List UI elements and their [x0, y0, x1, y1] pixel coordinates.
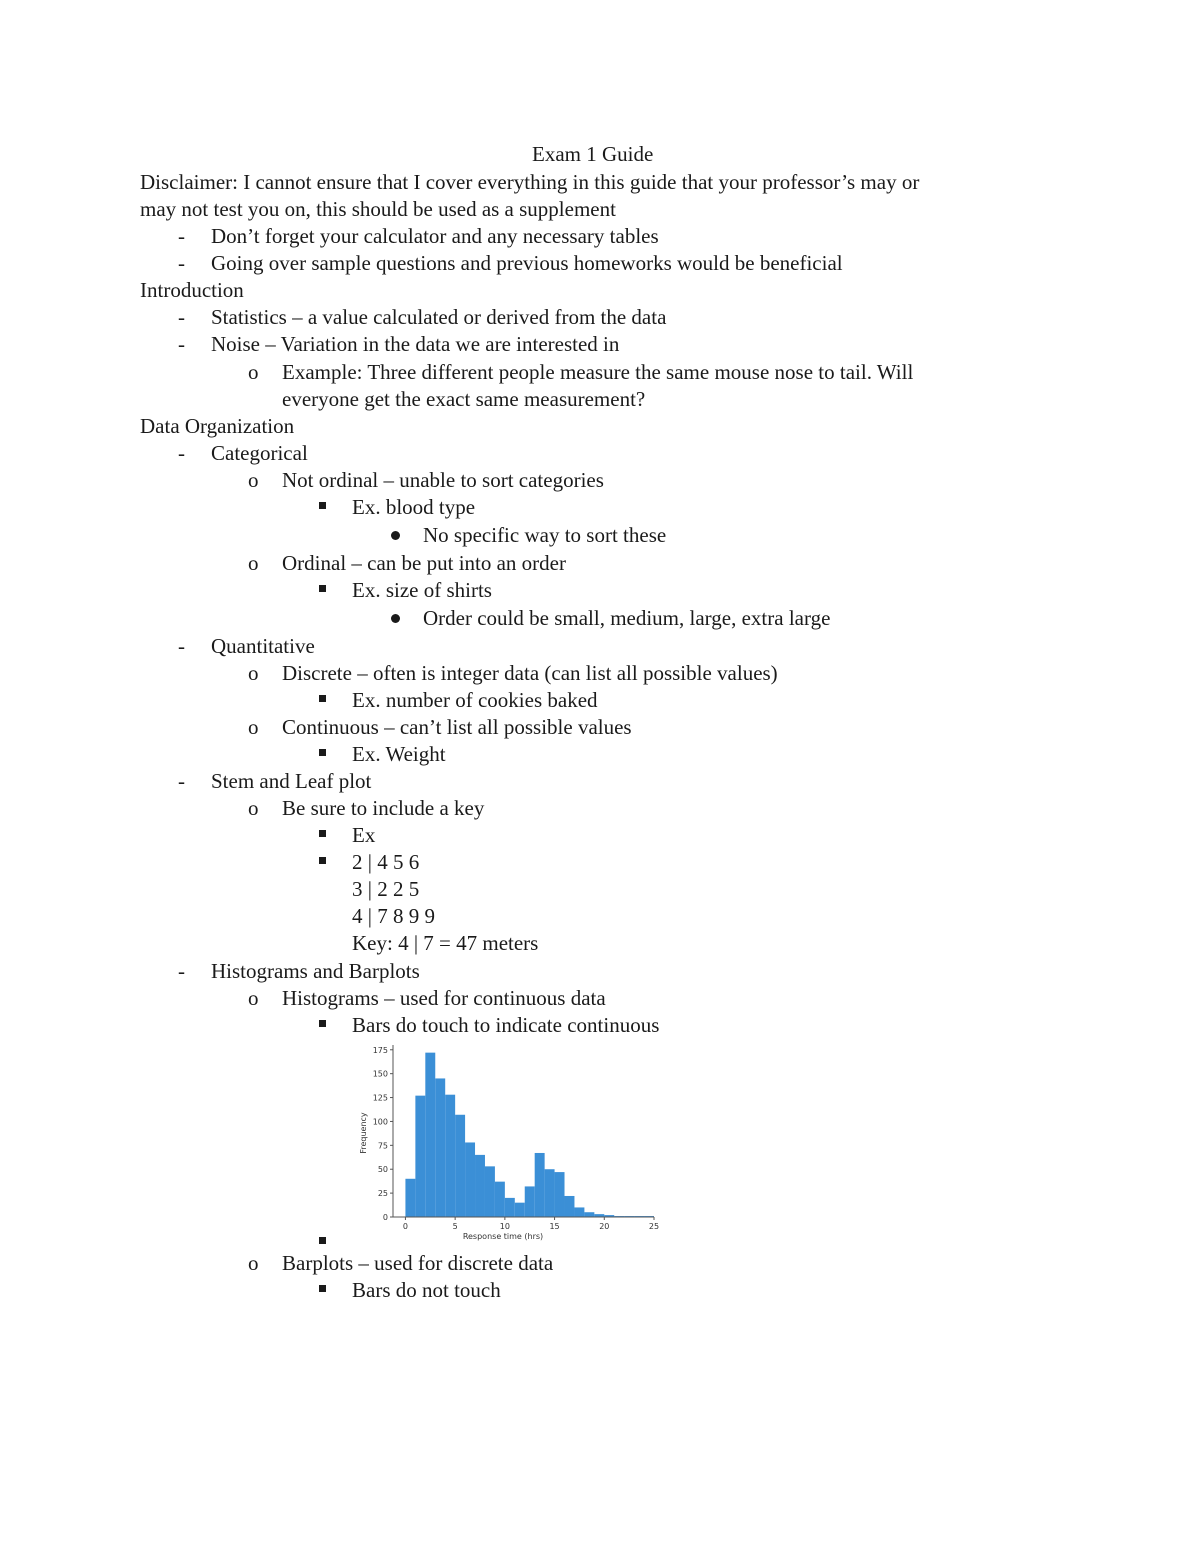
square-bullet	[319, 1237, 326, 1244]
page-title: Exam 1 Guide	[532, 142, 654, 166]
item-blood-type: Ex. blood type	[352, 495, 476, 519]
item-no-specific-sort: No specific way to sort these	[423, 523, 667, 547]
round-bullet	[391, 614, 400, 623]
histogram-bar	[475, 1155, 485, 1217]
y-tick-label: 0	[382, 1213, 388, 1222]
x-tick-label: 5	[452, 1222, 458, 1231]
item-stem-and-leaf: Stem and Leaf plot	[211, 769, 372, 793]
item-ex: Ex	[352, 823, 376, 847]
dash-bullet: -	[178, 305, 185, 329]
x-tick-label: 15	[549, 1222, 560, 1231]
circle-bullet: o	[248, 360, 259, 384]
item-ordinal: Ordinal – can be put into an order	[282, 551, 566, 575]
histogram-bar	[565, 1196, 575, 1217]
y-tick-label: 175	[372, 1045, 388, 1055]
histogram-bar	[455, 1115, 465, 1217]
square-bullet	[319, 695, 326, 702]
histogram-bar	[495, 1182, 505, 1217]
item-statistics: Statistics – a value calculated or derived from the data	[211, 305, 667, 329]
disclaimer-line-1: Disclaimer: I cannot ensure that I cover everything in this guide that your professor’s may or	[140, 170, 920, 194]
circle-bullet: o	[248, 986, 259, 1010]
circle-bullet: o	[248, 715, 259, 739]
histogram-bar	[435, 1078, 445, 1217]
stem-row: 3 | 2 2 5	[352, 877, 420, 901]
disclaimer-line-2: may not test you on, this should be used as a supplement	[140, 197, 616, 221]
circle-bullet: o	[248, 1251, 259, 1275]
item-categorical: Categorical	[211, 441, 308, 465]
y-tick-label: 75	[377, 1141, 388, 1151]
histogram-bar	[465, 1142, 475, 1217]
item-histograms: Histograms – used for continuous data	[282, 986, 606, 1010]
histogram-bar	[555, 1172, 565, 1217]
dash-bullet: -	[178, 332, 185, 356]
item-histograms-barplots: Histograms and Barplots	[211, 959, 420, 983]
histogram-bar	[415, 1096, 425, 1217]
dash-bullet: -	[178, 224, 185, 248]
y-ticks	[373, 1046, 393, 1222]
dash-bullet: -	[178, 441, 185, 465]
item-noise: Noise – Variation in the data we are interested in	[211, 332, 620, 356]
histogram-bar	[405, 1179, 415, 1217]
x-tick-label: 10	[499, 1222, 510, 1231]
y-tick-label: 125	[372, 1093, 388, 1103]
square-bullet	[319, 749, 326, 756]
square-bullet	[319, 830, 326, 837]
y-tick-label: 150	[372, 1069, 388, 1079]
y-axis-label: Frequency	[359, 1112, 368, 1154]
item-discrete: Discrete – often is integer data (can list all possible values)	[282, 661, 778, 685]
histogram-bars	[405, 1053, 654, 1217]
stem-row: 4 | 7 8 9 9	[352, 904, 435, 928]
histogram-bar	[505, 1198, 515, 1217]
noise-example-line-1: Example: Three different people measure the same mouse nose to tail. Will	[282, 360, 914, 384]
item-shirt-order: Order could be small, medium, large, extra large	[423, 606, 831, 630]
circle-bullet: o	[248, 661, 259, 685]
y-tick-label: 25	[377, 1189, 388, 1199]
circle-bullet: o	[248, 796, 259, 820]
square-bullet	[319, 585, 326, 592]
item-bars-touch: Bars do touch to indicate continuous	[352, 1013, 660, 1037]
x-ticks	[403, 1217, 659, 1231]
circle-bullet: o	[248, 468, 259, 492]
item-include-key: Be sure to include a key	[282, 796, 485, 820]
item-continuous: Continuous – can’t list all possible values	[282, 715, 632, 739]
dash-bullet: -	[178, 959, 185, 983]
item-shirt-size: Ex. size of shirts	[352, 578, 492, 602]
section-data-organization: Data Organization	[140, 414, 295, 438]
tip-calculator: Don’t forget your calculator and any necessary tables	[211, 224, 659, 248]
item-weight: Ex. Weight	[352, 742, 446, 766]
histogram-bar	[525, 1186, 535, 1217]
square-bullet	[319, 1285, 326, 1292]
stem-key: Key: 4 | 7 = 47 meters	[352, 931, 539, 955]
circle-bullet: o	[248, 551, 259, 575]
dash-bullet: -	[178, 251, 185, 275]
section-introduction: Introduction	[140, 278, 244, 302]
dash-bullet: -	[178, 634, 185, 658]
y-tick-label: 100	[372, 1117, 388, 1127]
histogram-bar	[574, 1207, 584, 1217]
x-tick-label: 25	[648, 1222, 660, 1231]
square-bullet	[319, 1020, 326, 1027]
noise-example-line-2: everyone get the exact same measurement?	[282, 387, 646, 411]
dash-bullet: -	[178, 769, 185, 793]
square-bullet	[319, 502, 326, 509]
histogram-bar	[584, 1212, 594, 1217]
x-tick-label: 20	[599, 1222, 610, 1231]
x-axis-label: Response time (hrs)	[462, 1232, 544, 1241]
histogram-bar	[535, 1153, 545, 1217]
histogram-bar	[515, 1203, 525, 1217]
item-cookies: Ex. number of cookies baked	[352, 688, 598, 712]
stem-row: 2 | 4 5 6	[352, 850, 420, 874]
y-tick-label: 50	[377, 1165, 388, 1175]
square-bullet	[319, 857, 326, 864]
item-barplots: Barplots – used for discrete data	[282, 1251, 554, 1275]
histogram-bar	[445, 1095, 455, 1217]
histogram-bar	[485, 1166, 495, 1217]
x-tick-label: 0	[402, 1222, 408, 1231]
histogram-chart	[352, 1040, 664, 1245]
histogram-bar	[545, 1169, 555, 1217]
round-bullet	[391, 531, 400, 540]
item-bars-no-touch: Bars do not touch	[352, 1278, 501, 1302]
tip-sample-questions: Going over sample questions and previous homeworks would be beneficial	[211, 251, 843, 275]
item-quantitative: Quantitative	[211, 634, 315, 658]
histogram-bar	[425, 1053, 435, 1217]
item-not-ordinal: Not ordinal – unable to sort categories	[282, 468, 604, 492]
